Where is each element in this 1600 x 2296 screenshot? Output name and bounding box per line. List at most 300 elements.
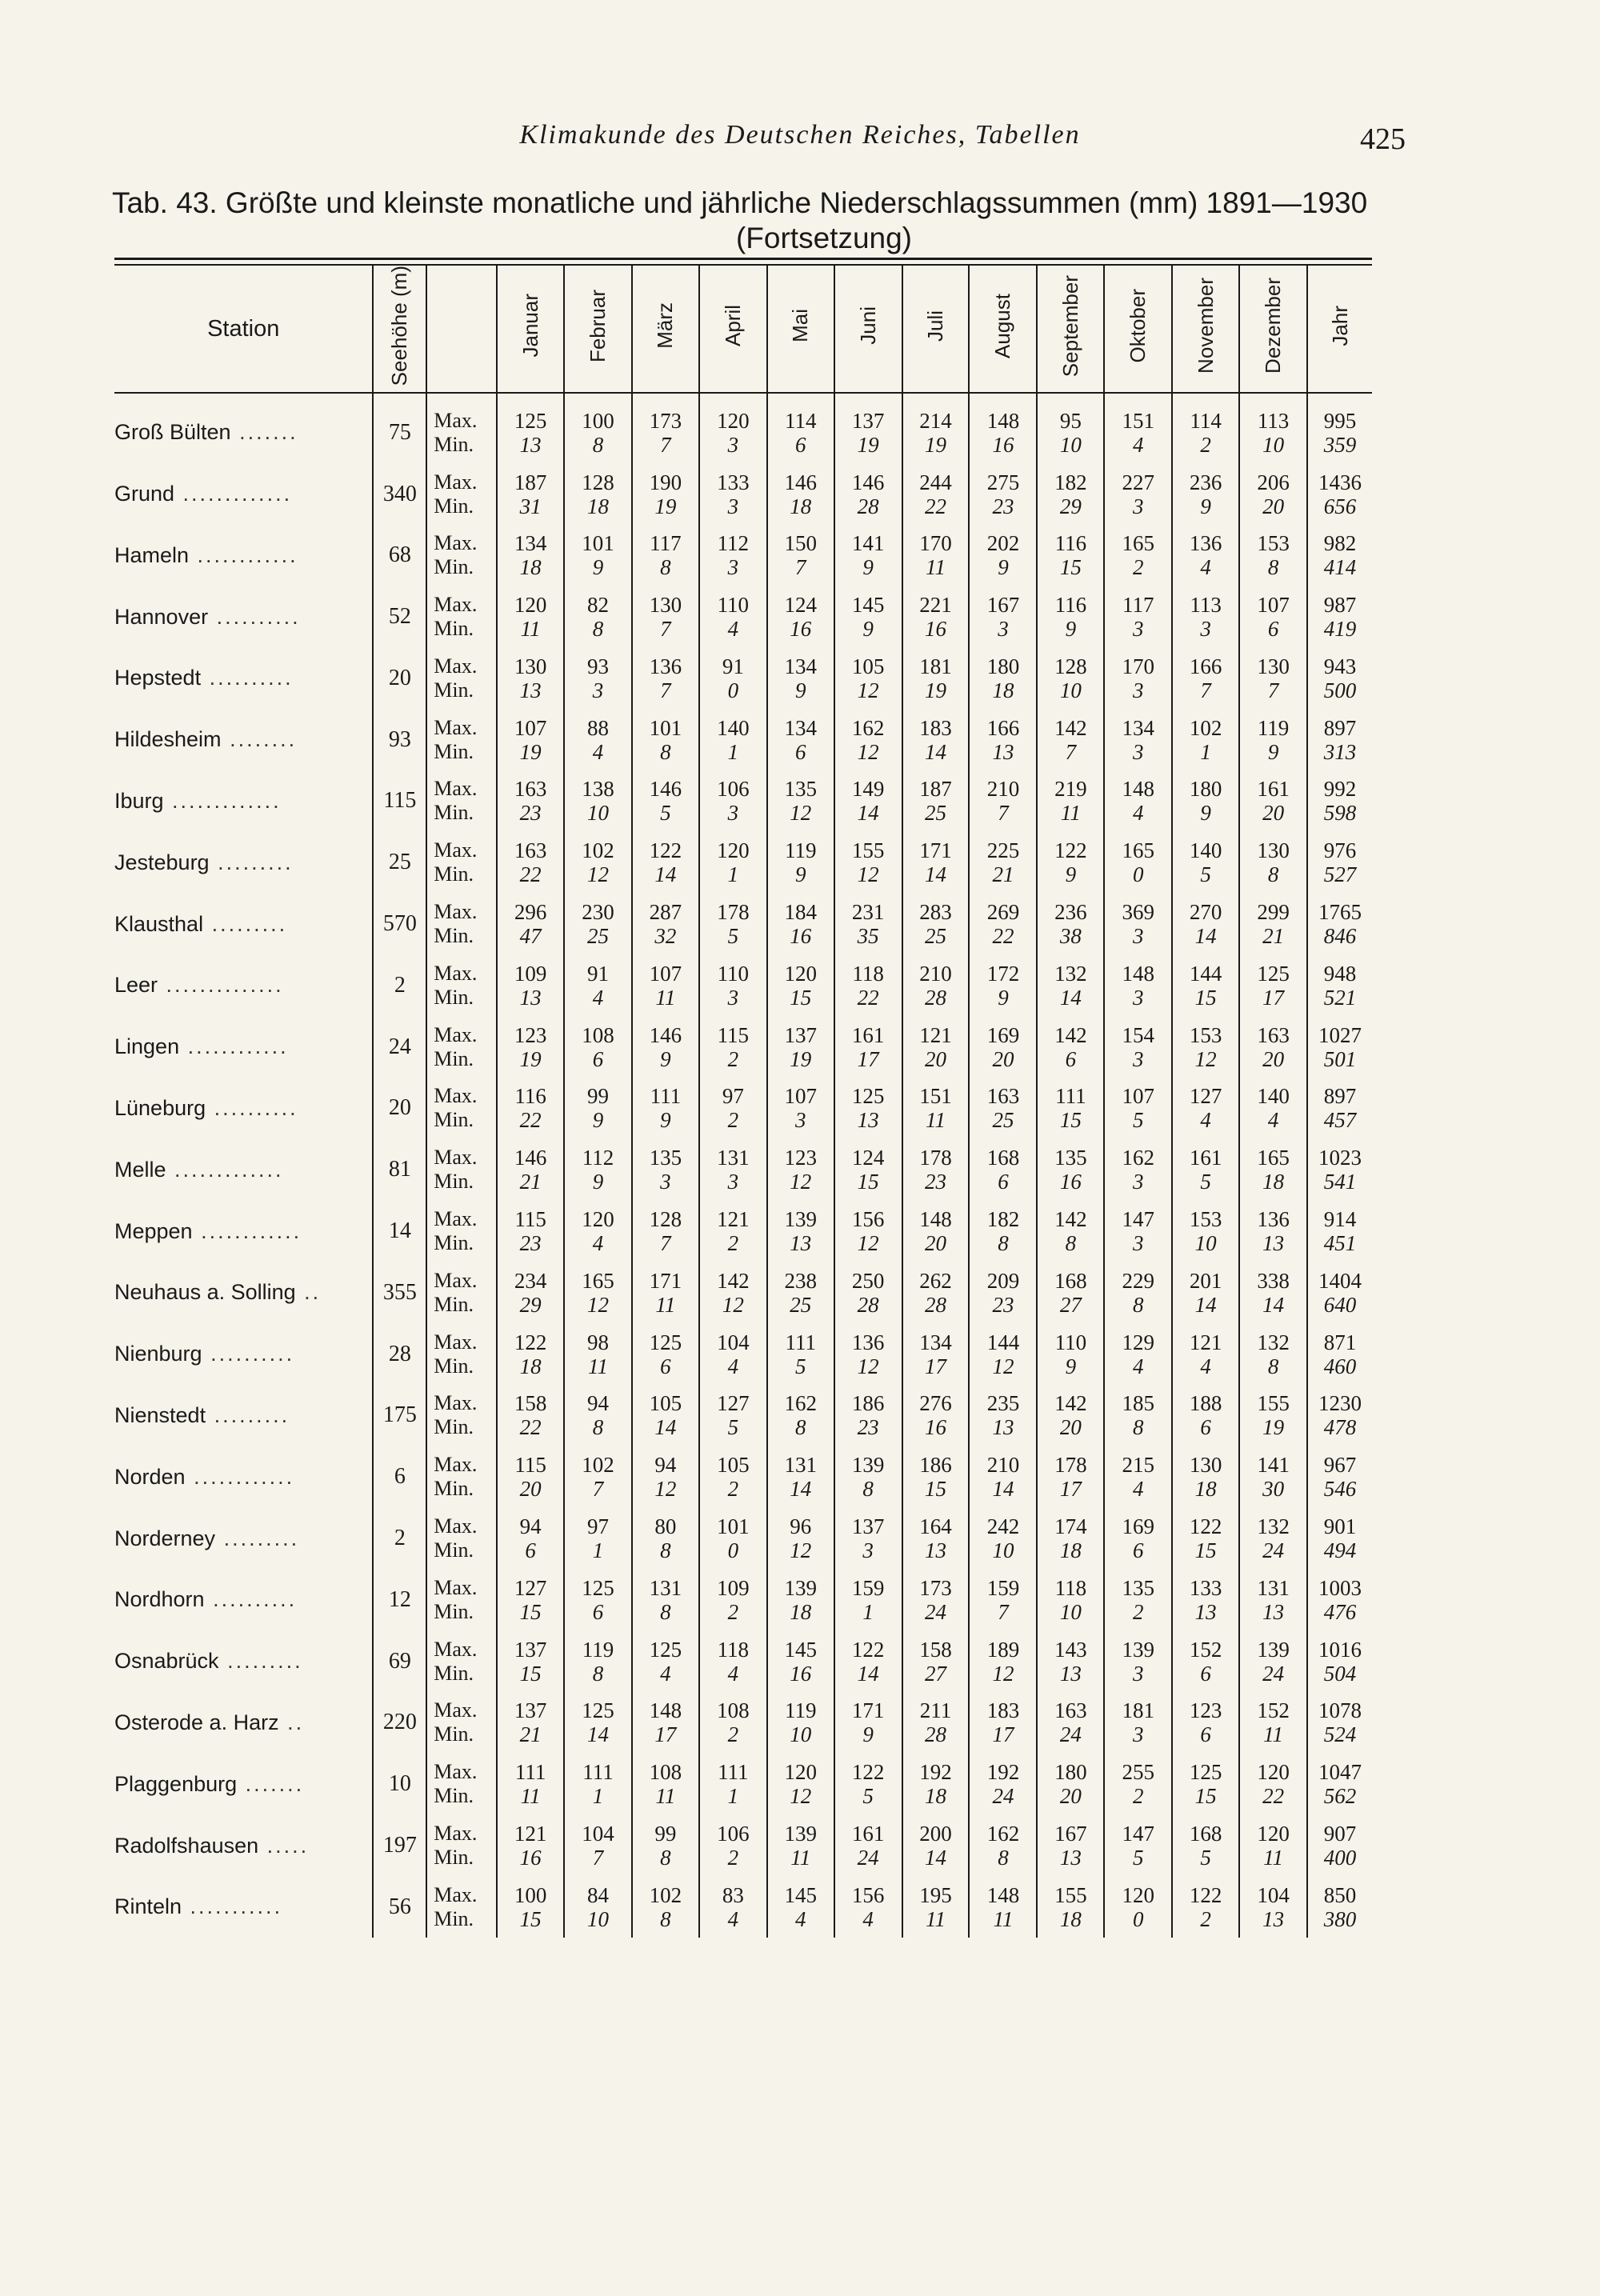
max-value: 901 <box>1323 1514 1357 1539</box>
min-value: 12 <box>857 1231 879 1256</box>
month-value-cell <box>632 648 699 710</box>
month-value-cell <box>767 1016 834 1078</box>
leader-dots: ............. <box>163 788 282 813</box>
table-row <box>114 1508 1372 1570</box>
month-value-cell <box>1172 1385 1239 1446</box>
min-value: 4 <box>727 617 739 642</box>
min-value: 16 <box>992 432 1014 457</box>
max-value: 137 <box>514 1637 547 1662</box>
month-value-cell <box>902 954 970 1016</box>
month-value-cell <box>497 1754 564 1815</box>
max-value: 181 <box>919 654 952 678</box>
max-value: 151 <box>919 1084 952 1109</box>
month-value-cell <box>1172 1508 1239 1570</box>
month-value-cell <box>767 463 834 525</box>
max-value: 116 <box>1054 531 1087 556</box>
min-value: 16 <box>1059 1170 1082 1194</box>
station-elevation: 68 <box>373 525 426 586</box>
max-value: 236 <box>1189 470 1222 494</box>
min-value: 20 <box>992 1046 1014 1071</box>
year-value-cell <box>1307 770 1372 832</box>
max-value: 146 <box>649 777 682 802</box>
month-value-cell <box>497 525 564 586</box>
month-value-cell <box>497 1385 564 1446</box>
header-elevation-label: Seehöhe (m) <box>387 266 412 386</box>
min-value: 7 <box>592 1477 604 1502</box>
year-value-cell <box>1307 1876 1372 1938</box>
min-value: 4 <box>862 1906 874 1931</box>
min-value: 9 <box>794 678 806 702</box>
max-value: 1027 <box>1318 1022 1362 1047</box>
max-value: 122 <box>514 1330 547 1354</box>
month-value-cell <box>902 463 970 525</box>
max-value: 169 <box>986 1022 1020 1047</box>
station-name: Osnabrück ......... <box>114 1649 303 1674</box>
month-value-cell <box>969 1016 1037 1078</box>
month-value-cell <box>699 1630 767 1692</box>
min-value: 476 <box>1323 1599 1357 1624</box>
min-value: 521 <box>1323 985 1357 1010</box>
min-value: 2 <box>1133 1599 1144 1624</box>
max-value: 107 <box>649 961 682 986</box>
max-value: 166 <box>986 715 1020 740</box>
min-value: 3 <box>660 1170 671 1194</box>
max-value: 137 <box>514 1698 547 1723</box>
min-value: 16 <box>790 617 812 642</box>
min-value: 19 <box>1262 1415 1285 1440</box>
month-value-cell <box>699 1876 767 1938</box>
max-value: 121 <box>717 1207 750 1232</box>
min-value: 6 <box>1267 617 1279 642</box>
min-value: 6 <box>1200 1661 1211 1686</box>
min-value: 20 <box>925 1046 947 1071</box>
month-value-cell <box>1104 1569 1172 1630</box>
month-value-cell <box>1239 954 1307 1016</box>
max-value: 897 <box>1323 1084 1357 1109</box>
min-value: 22 <box>925 494 947 518</box>
max-value: 83 <box>722 1882 744 1907</box>
max-value: 190 <box>649 470 682 494</box>
max-value: 125 <box>851 1084 885 1109</box>
min-value: 23 <box>519 801 542 826</box>
min-value: 9 <box>862 1722 874 1747</box>
min-value: 7 <box>998 1599 1009 1624</box>
min-value: 1 <box>1200 739 1211 764</box>
max-value: 250 <box>851 1268 885 1293</box>
max-value: 168 <box>1189 1822 1222 1846</box>
month-value-cell <box>1239 1016 1307 1078</box>
min-value: 24 <box>925 1599 947 1624</box>
max-value: 120 <box>514 593 547 618</box>
leader-dots: .......... <box>206 1095 298 1120</box>
max-value: 135 <box>649 1146 682 1170</box>
month-value-cell <box>564 832 632 894</box>
min-value: 47 <box>519 924 542 949</box>
station-name: Plaggenburg ....... <box>114 1771 305 1796</box>
month-value-cell <box>497 1078 564 1139</box>
month-value-cell <box>1037 1078 1104 1139</box>
month-value-cell <box>497 709 564 770</box>
table-row <box>114 1078 1372 1139</box>
max-value: 152 <box>1189 1637 1222 1662</box>
min-value: 12 <box>790 1784 812 1809</box>
max-value: 135 <box>1122 1575 1154 1600</box>
min-value: 22 <box>519 1415 542 1440</box>
max-value: 111 <box>650 1084 682 1109</box>
table-title-line1: Tab. 43. Größte und kleinste monatliche und jährliche Niederschlagssummen (mm) 1891—1930 <box>112 186 1368 219</box>
max-value: 84 <box>587 1882 609 1907</box>
min-value: 4 <box>1200 1108 1211 1133</box>
month-value-cell <box>834 1201 902 1262</box>
min-value: 0 <box>1133 1906 1144 1931</box>
max-value: 139 <box>784 1207 817 1232</box>
max-min-labels: Max. Min. <box>426 1569 497 1630</box>
month-value-cell <box>1239 1262 1307 1323</box>
max-value: 907 <box>1323 1822 1357 1846</box>
min-value: 20 <box>925 1231 947 1256</box>
month-value-cell <box>902 894 970 955</box>
max-value: 131 <box>649 1575 682 1600</box>
min-value: 11 <box>926 1108 946 1133</box>
max-value: 296 <box>514 900 547 925</box>
min-value: 6 <box>1200 1722 1211 1747</box>
max-value: 145 <box>851 593 885 618</box>
station-name: Neuhaus a. Solling .. <box>114 1280 322 1305</box>
month-value-cell <box>834 1754 902 1815</box>
max-value: 121 <box>514 1822 547 1846</box>
month-value-cell <box>497 1201 564 1262</box>
max-value: 97 <box>722 1084 744 1109</box>
min-value: 9 <box>998 985 1009 1010</box>
max-value: 95 <box>1059 408 1082 433</box>
min-value: 501 <box>1323 1046 1357 1071</box>
min-value: 9 <box>592 555 604 580</box>
max-value: 136 <box>649 654 682 678</box>
min-value: 3 <box>727 1170 739 1194</box>
max-min-labels: Max. Min. <box>426 832 497 894</box>
max-value: 244 <box>919 470 952 494</box>
min-value: 27 <box>1059 1292 1082 1317</box>
month-value-cell <box>1037 1876 1104 1938</box>
max-value: 192 <box>919 1760 952 1785</box>
min-value: 7 <box>592 1846 604 1870</box>
max-value: 850 <box>1323 1882 1357 1907</box>
min-value: 16 <box>790 1661 812 1686</box>
station-elevation: 175 <box>373 1385 426 1446</box>
month-value-cell <box>564 1385 632 1446</box>
min-value: 5 <box>1200 862 1211 887</box>
header-month: Dezember <box>1239 266 1307 393</box>
min-value: 18 <box>1262 1170 1285 1194</box>
min-value: 28 <box>925 1722 947 1747</box>
month-value-cell <box>632 1323 699 1385</box>
min-value: 2 <box>727 1046 739 1071</box>
max-value: 137 <box>784 1022 817 1047</box>
min-value: 8 <box>592 1415 604 1440</box>
max-value: 122 <box>1054 838 1087 863</box>
month-value-cell <box>834 1569 902 1630</box>
min-value: 10 <box>1194 1231 1217 1256</box>
min-value: 546 <box>1323 1477 1357 1502</box>
max-value: 116 <box>514 1084 546 1109</box>
max-min-labels: Max. Min. <box>426 1139 497 1201</box>
month-value-cell <box>497 770 564 832</box>
max-value: 287 <box>649 900 682 925</box>
month-value-cell <box>902 1754 970 1815</box>
min-value: 15 <box>519 1661 542 1686</box>
max-value: 219 <box>1054 777 1087 802</box>
max-value: 107 <box>1122 1084 1154 1109</box>
station-name: Meppen ............ <box>114 1218 302 1243</box>
min-value: 12 <box>790 1170 812 1194</box>
max-value: 943 <box>1323 654 1357 678</box>
station-name: Osterode a. Harz .. <box>114 1710 305 1734</box>
leader-dots: ......... <box>215 1526 300 1550</box>
max-value: 132 <box>1054 961 1087 986</box>
max-min-labels: Max. Min. <box>426 770 497 832</box>
max-value: 106 <box>717 777 750 802</box>
min-value: 9 <box>1200 494 1211 518</box>
min-value: 8 <box>1267 555 1279 580</box>
max-value: 171 <box>851 1698 885 1723</box>
min-value: 640 <box>1323 1292 1357 1317</box>
max-value: 96 <box>790 1514 812 1539</box>
max-value: 227 <box>1122 470 1154 494</box>
max-value: 275 <box>986 470 1020 494</box>
max-value: 130 <box>1257 838 1290 863</box>
table-row <box>114 1692 1372 1754</box>
month-value-cell <box>1104 709 1172 770</box>
month-value-cell <box>834 1262 902 1323</box>
min-value: 11 <box>655 1292 676 1317</box>
max-value: 188 <box>1189 1391 1222 1416</box>
max-value: 148 <box>986 408 1020 433</box>
max-value: 145 <box>784 1882 817 1907</box>
month-value-cell <box>767 648 834 710</box>
month-value-cell <box>564 648 632 710</box>
year-value-cell <box>1307 463 1372 525</box>
max-value: 110 <box>1054 1330 1087 1354</box>
max-value: 121 <box>919 1022 952 1047</box>
month-value-cell <box>834 1876 902 1938</box>
max-value: 130 <box>514 654 547 678</box>
min-value: 17 <box>654 1722 677 1747</box>
month-value-cell <box>767 770 834 832</box>
max-value: 262 <box>919 1268 952 1293</box>
year-value-cell <box>1307 1262 1372 1323</box>
max-value: 338 <box>1257 1268 1290 1293</box>
month-value-cell <box>902 832 970 894</box>
max-value: 107 <box>1257 593 1290 618</box>
month-value-cell <box>834 463 902 525</box>
min-value: 3 <box>794 1108 806 1133</box>
min-value: 9 <box>1065 862 1077 887</box>
min-value: 400 <box>1323 1846 1357 1870</box>
max-value: 1404 <box>1318 1268 1362 1293</box>
min-value: 2 <box>1200 1906 1211 1931</box>
month-value-cell <box>969 1630 1037 1692</box>
station-elevation: 81 <box>373 1139 426 1201</box>
leader-dots: ............. <box>174 482 293 506</box>
max-value: 102 <box>1189 715 1222 740</box>
max-value: 134 <box>514 531 547 556</box>
month-value-cell <box>1104 894 1172 955</box>
max-value: 914 <box>1323 1207 1357 1232</box>
max-value: 101 <box>649 715 682 740</box>
month-value-cell <box>497 1692 564 1754</box>
max-value: 148 <box>649 1698 682 1723</box>
max-value: 181 <box>1122 1698 1154 1723</box>
max-value: 134 <box>919 1330 952 1354</box>
max-value: 99 <box>654 1822 677 1846</box>
max-value: 142 <box>1054 1207 1087 1232</box>
max-value: 976 <box>1323 838 1357 863</box>
month-value-cell <box>564 770 632 832</box>
station-name: Jesteburg ......... <box>114 850 294 874</box>
min-value: 500 <box>1323 678 1357 702</box>
min-value: 13 <box>925 1538 947 1563</box>
max-value: 123 <box>1189 1698 1222 1723</box>
max-value: 180 <box>1189 777 1222 802</box>
min-value: 562 <box>1323 1784 1357 1809</box>
month-value-cell <box>1037 1630 1104 1692</box>
station-name: Klausthal ......... <box>114 911 288 936</box>
min-value: 3 <box>1133 1231 1144 1256</box>
min-value: 4 <box>1200 555 1211 580</box>
month-value-cell <box>699 463 767 525</box>
max-value: 127 <box>717 1391 750 1416</box>
station-elevation: 340 <box>373 463 426 525</box>
month-value-cell <box>1172 1692 1239 1754</box>
max-value: 115 <box>514 1453 546 1478</box>
max-value: 135 <box>784 777 817 802</box>
min-value: 9 <box>862 617 874 642</box>
month-value-cell <box>564 1016 632 1078</box>
min-value: 27 <box>925 1661 947 1686</box>
max-value: 148 <box>1122 961 1154 986</box>
min-value: 13 <box>1059 1846 1082 1870</box>
month-value-cell <box>767 393 834 463</box>
max-value: 210 <box>986 1453 1020 1478</box>
month-value-cell <box>497 393 564 463</box>
min-value: 12 <box>857 862 879 887</box>
min-value: 31 <box>519 494 542 518</box>
month-value-cell <box>1239 894 1307 955</box>
max-min-labels: Max. Min. <box>426 525 497 586</box>
station-name: Lingen ............ <box>114 1034 289 1059</box>
min-value: 7 <box>1065 739 1077 764</box>
min-value: 9 <box>862 555 874 580</box>
max-value: 139 <box>1257 1637 1290 1662</box>
min-value: 2 <box>727 1722 739 1747</box>
year-value-cell <box>1307 525 1372 586</box>
max-value: 120 <box>784 961 817 986</box>
max-value: 170 <box>1122 654 1154 678</box>
min-value: 3 <box>1133 1170 1144 1194</box>
max-value: 200 <box>919 1822 952 1846</box>
max-value: 142 <box>1054 715 1087 740</box>
max-value: 162 <box>851 715 885 740</box>
max-value: 255 <box>1122 1760 1154 1785</box>
month-value-cell <box>969 1508 1037 1570</box>
min-value: 15 <box>790 985 812 1010</box>
month-value-cell <box>1239 1508 1307 1570</box>
month-value-cell <box>969 832 1037 894</box>
station-name: Hannover .......... <box>114 604 301 629</box>
min-value: 18 <box>790 494 812 518</box>
min-value: 15 <box>1194 1538 1217 1563</box>
min-value: 13 <box>1262 1599 1285 1624</box>
min-value: 9 <box>794 862 806 887</box>
min-value: 4 <box>794 1906 806 1931</box>
max-min-labels: Max. Min. <box>426 709 497 770</box>
max-value: 225 <box>986 838 1020 863</box>
max-value: 168 <box>986 1146 1020 1170</box>
max-value: 163 <box>1257 1022 1290 1047</box>
max-value: 123 <box>784 1146 817 1170</box>
month-value-cell <box>564 894 632 955</box>
month-value-cell <box>564 954 632 1016</box>
max-min-labels: Max. Min. <box>426 1262 497 1323</box>
max-value: 110 <box>717 593 750 618</box>
max-value: 234 <box>514 1268 547 1293</box>
max-value: 127 <box>514 1575 547 1600</box>
month-value-cell <box>767 954 834 1016</box>
min-value: 3 <box>727 494 739 518</box>
min-value: 5 <box>1200 1846 1211 1870</box>
year-value-cell <box>1307 954 1372 1016</box>
table-row <box>114 525 1372 586</box>
max-value: 134 <box>784 715 817 740</box>
leader-dots: .......... <box>201 666 294 690</box>
station-elevation: 14 <box>373 1201 426 1262</box>
leader-dots: .......... <box>208 604 301 629</box>
month-value-cell <box>969 1323 1037 1385</box>
max-min-labels: Max. Min. <box>426 1754 497 1815</box>
min-value: 10 <box>790 1722 812 1747</box>
page-number: 425 <box>1360 122 1406 156</box>
month-value-cell <box>834 1692 902 1754</box>
max-value: 173 <box>649 408 682 433</box>
min-value: 22 <box>519 862 542 887</box>
month-value-cell <box>1239 1754 1307 1815</box>
max-value: 154 <box>1122 1022 1154 1047</box>
year-value-cell <box>1307 393 1372 463</box>
max-value: 138 <box>582 777 614 802</box>
year-value-cell <box>1307 894 1372 955</box>
max-value: 158 <box>919 1637 952 1662</box>
min-value: 25 <box>925 924 947 949</box>
year-value-cell <box>1307 586 1372 648</box>
min-value: 14 <box>1194 924 1217 949</box>
month-value-cell <box>767 1815 834 1877</box>
min-value: 28 <box>925 1292 947 1317</box>
min-value: 7 <box>794 555 806 580</box>
max-value: 165 <box>1122 531 1154 556</box>
min-value: 5 <box>794 1354 806 1378</box>
year-value-cell <box>1307 1139 1372 1201</box>
month-value-cell <box>1239 648 1307 710</box>
max-value: 98 <box>587 1330 609 1354</box>
leader-dots: ......... <box>206 1402 290 1427</box>
month-value-cell <box>902 709 970 770</box>
max-value: 210 <box>919 961 952 986</box>
station-name: Nordhorn .......... <box>114 1587 298 1612</box>
min-value: 15 <box>519 1599 542 1624</box>
max-value: 235 <box>986 1391 1020 1416</box>
min-value: 8 <box>660 1846 671 1870</box>
month-value-cell <box>699 525 767 586</box>
